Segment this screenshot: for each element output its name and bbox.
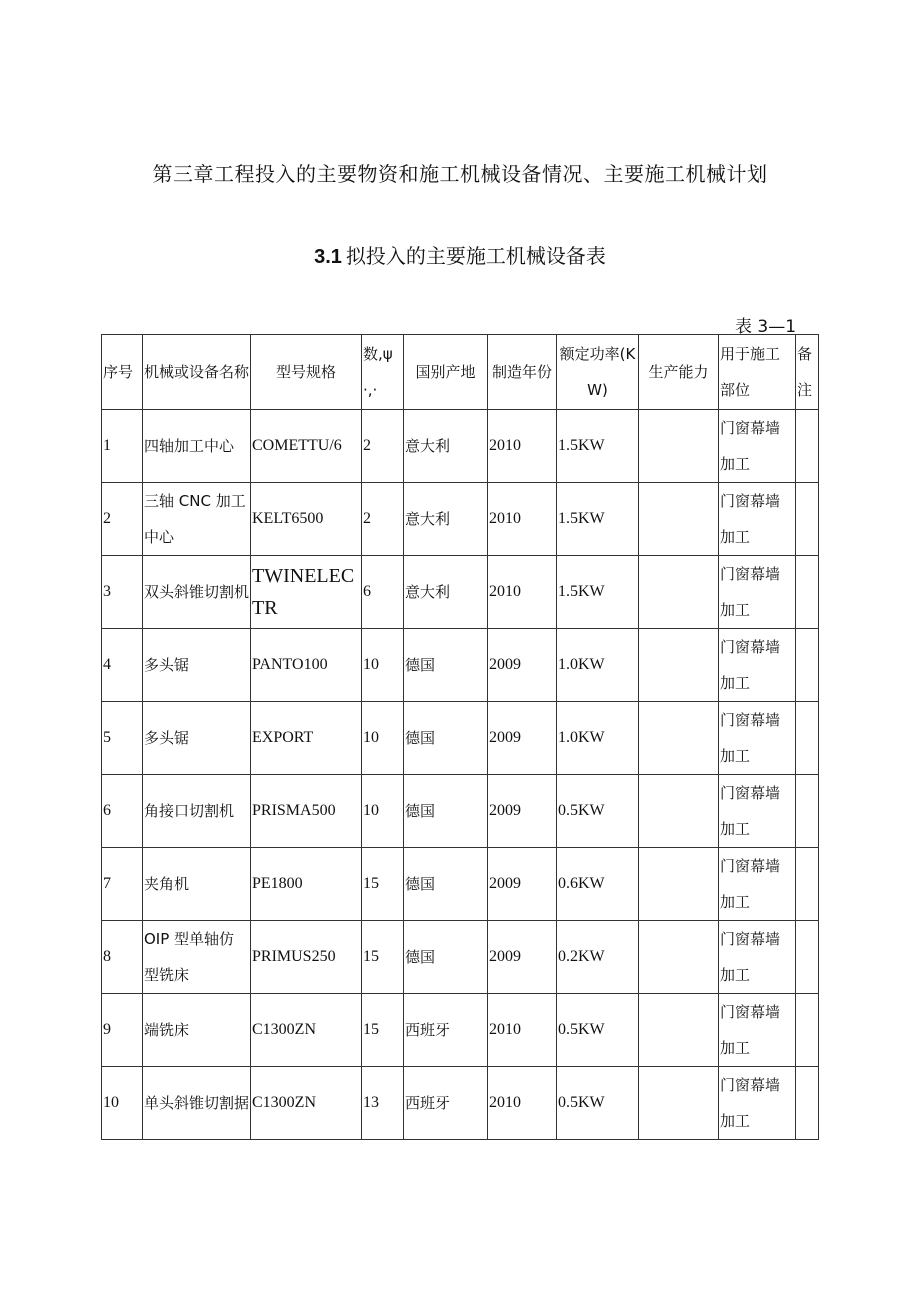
cell-usage: 门窗幕墙加工 — [719, 702, 796, 775]
table-row — [102, 410, 819, 483]
cell-note — [796, 994, 819, 1067]
cell-model: EXPORT — [251, 702, 362, 775]
cell-no: 2 — [102, 483, 143, 556]
equipment-table — [101, 334, 819, 1140]
cell-qty: 10 — [362, 629, 404, 702]
cell-usage: 门窗幕墙加工 — [719, 775, 796, 848]
cell-origin: 意大利 — [404, 483, 488, 556]
cell-model: PE1800 — [251, 848, 362, 921]
cell-year: 2010 — [488, 483, 557, 556]
table-row — [102, 483, 819, 556]
cell-origin: 意大利 — [404, 410, 488, 483]
cell-usage: 门窗幕墙加工 — [719, 483, 796, 556]
cell-capacity — [639, 775, 719, 848]
cell-no: 7 — [102, 848, 143, 921]
cell-power: 0.5KW — [557, 994, 639, 1067]
cell-origin: 德国 — [404, 629, 488, 702]
cell-note — [796, 410, 819, 483]
cell-capacity — [639, 994, 719, 1067]
cell-model: C1300ZN — [251, 994, 362, 1067]
table-row — [102, 775, 819, 848]
section-text: 拟投入的主要施工机械设备表 — [345, 244, 606, 268]
header-capacity: 生产能力 — [639, 335, 719, 410]
cell-no: 8 — [102, 921, 143, 994]
cell-model: TWINELECTR — [251, 556, 362, 629]
cell-model: PRIMUS250 — [251, 921, 362, 994]
cell-usage: 门窗幕墙加工 — [719, 848, 796, 921]
cell-note — [796, 1067, 819, 1140]
header-origin: 国别产地 — [404, 335, 488, 410]
cell-year: 2010 — [488, 410, 557, 483]
cell-qty: 10 — [362, 702, 404, 775]
cell-power: 0.5KW — [557, 1067, 639, 1140]
cell-usage: 门窗幕墙加工 — [719, 921, 796, 994]
header-qty: 数,ψ·,· — [362, 335, 404, 410]
header-name: 机械或设备名称 — [143, 335, 251, 410]
cell-note — [796, 921, 819, 994]
cell-capacity — [639, 483, 719, 556]
cell-origin: 德国 — [404, 921, 488, 994]
cell-year: 2009 — [488, 775, 557, 848]
cell-name: 四轴加工中心 — [143, 410, 251, 483]
cell-origin: 德国 — [404, 702, 488, 775]
cell-no: 4 — [102, 629, 143, 702]
cell-power: 0.6KW — [557, 848, 639, 921]
table-row — [102, 629, 819, 702]
section-number: 3.1 — [314, 246, 342, 268]
cell-qty: 13 — [362, 1067, 404, 1140]
cell-usage: 门窗幕墙加工 — [719, 994, 796, 1067]
cell-qty: 15 — [362, 994, 404, 1067]
cell-usage: 门窗幕墙加工 — [719, 629, 796, 702]
cell-origin: 西班牙 — [404, 1067, 488, 1140]
header-no: 序号 — [102, 335, 143, 410]
cell-usage: 门窗幕墙加工 — [719, 410, 796, 483]
cell-no: 1 — [102, 410, 143, 483]
cell-no: 9 — [102, 994, 143, 1067]
cell-power: 1.5KW — [557, 410, 639, 483]
cell-origin: 德国 — [404, 775, 488, 848]
table-row — [102, 1067, 819, 1140]
cell-capacity — [639, 556, 719, 629]
cell-name: 角接口切割机 — [143, 775, 251, 848]
cell-note — [796, 629, 819, 702]
cell-year: 2010 — [488, 556, 557, 629]
section-title — [0, 240, 920, 269]
cell-year: 2010 — [488, 1067, 557, 1140]
cell-power: 1.5KW — [557, 556, 639, 629]
cell-year: 2009 — [488, 848, 557, 921]
chapter-title: 第三章工程投入的主要物资和施工机械设备情况、主要施工机械计划 — [152, 162, 768, 186]
header-power: 额定功率(KW) — [557, 335, 639, 410]
table-row — [102, 702, 819, 775]
cell-power: 1.0KW — [557, 702, 639, 775]
cell-origin: 西班牙 — [404, 994, 488, 1067]
table-row — [102, 994, 819, 1067]
cell-no: 3 — [102, 556, 143, 629]
cell-usage: 门窗幕墙加工 — [719, 1067, 796, 1140]
table-label: 表 3—1 — [735, 317, 797, 337]
cell-year: 2010 — [488, 994, 557, 1067]
cell-qty: 15 — [362, 921, 404, 994]
header-note: 备注 — [796, 335, 819, 410]
cell-capacity — [639, 921, 719, 994]
cell-usage: 门窗幕墙加工 — [719, 556, 796, 629]
cell-no: 6 — [102, 775, 143, 848]
cell-qty: 6 — [362, 556, 404, 629]
cell-origin: 德国 — [404, 848, 488, 921]
cell-model: C1300ZN — [251, 1067, 362, 1140]
cell-model: COMETTU/6 — [251, 410, 362, 483]
cell-qty: 15 — [362, 848, 404, 921]
cell-power: 0.2KW — [557, 921, 639, 994]
header-year: 制造年份 — [488, 335, 557, 410]
cell-name: 单头斜锥切割据 — [143, 1067, 251, 1140]
cell-note — [796, 556, 819, 629]
cell-no: 10 — [102, 1067, 143, 1140]
table-row — [102, 556, 819, 629]
cell-name: 端铣床 — [143, 994, 251, 1067]
cell-note — [796, 848, 819, 921]
cell-year: 2009 — [488, 702, 557, 775]
cell-capacity — [639, 848, 719, 921]
cell-year: 2009 — [488, 921, 557, 994]
cell-power: 1.5KW — [557, 483, 639, 556]
cell-qty: 2 — [362, 483, 404, 556]
cell-model: KELT6500 — [251, 483, 362, 556]
cell-year: 2009 — [488, 629, 557, 702]
table-row — [102, 921, 819, 994]
cell-capacity — [639, 410, 719, 483]
cell-no: 5 — [102, 702, 143, 775]
cell-power: 1.0KW — [557, 629, 639, 702]
cell-capacity — [639, 629, 719, 702]
cell-qty: 2 — [362, 410, 404, 483]
table-header-row — [102, 335, 819, 410]
cell-name: 三轴 CNC 加工中心 — [143, 483, 251, 556]
cell-name: 夹角机 — [143, 848, 251, 921]
cell-name: OIP 型单轴仿型铣床 — [143, 921, 251, 994]
cell-capacity — [639, 702, 719, 775]
cell-note — [796, 775, 819, 848]
cell-model: PANTO100 — [251, 629, 362, 702]
cell-name: 多头锯 — [143, 702, 251, 775]
cell-capacity — [639, 1067, 719, 1140]
cell-model: PRISMA500 — [251, 775, 362, 848]
cell-qty: 10 — [362, 775, 404, 848]
cell-origin: 意大利 — [404, 556, 488, 629]
cell-note — [796, 702, 819, 775]
cell-name: 双头斜锥切割机 — [143, 556, 251, 629]
header-model: 型号规格 — [251, 335, 362, 410]
table-row — [102, 848, 819, 921]
cell-name: 多头锯 — [143, 629, 251, 702]
cell-note — [796, 483, 819, 556]
header-usage: 用于施工部位 — [719, 335, 796, 410]
cell-power: 0.5KW — [557, 775, 639, 848]
